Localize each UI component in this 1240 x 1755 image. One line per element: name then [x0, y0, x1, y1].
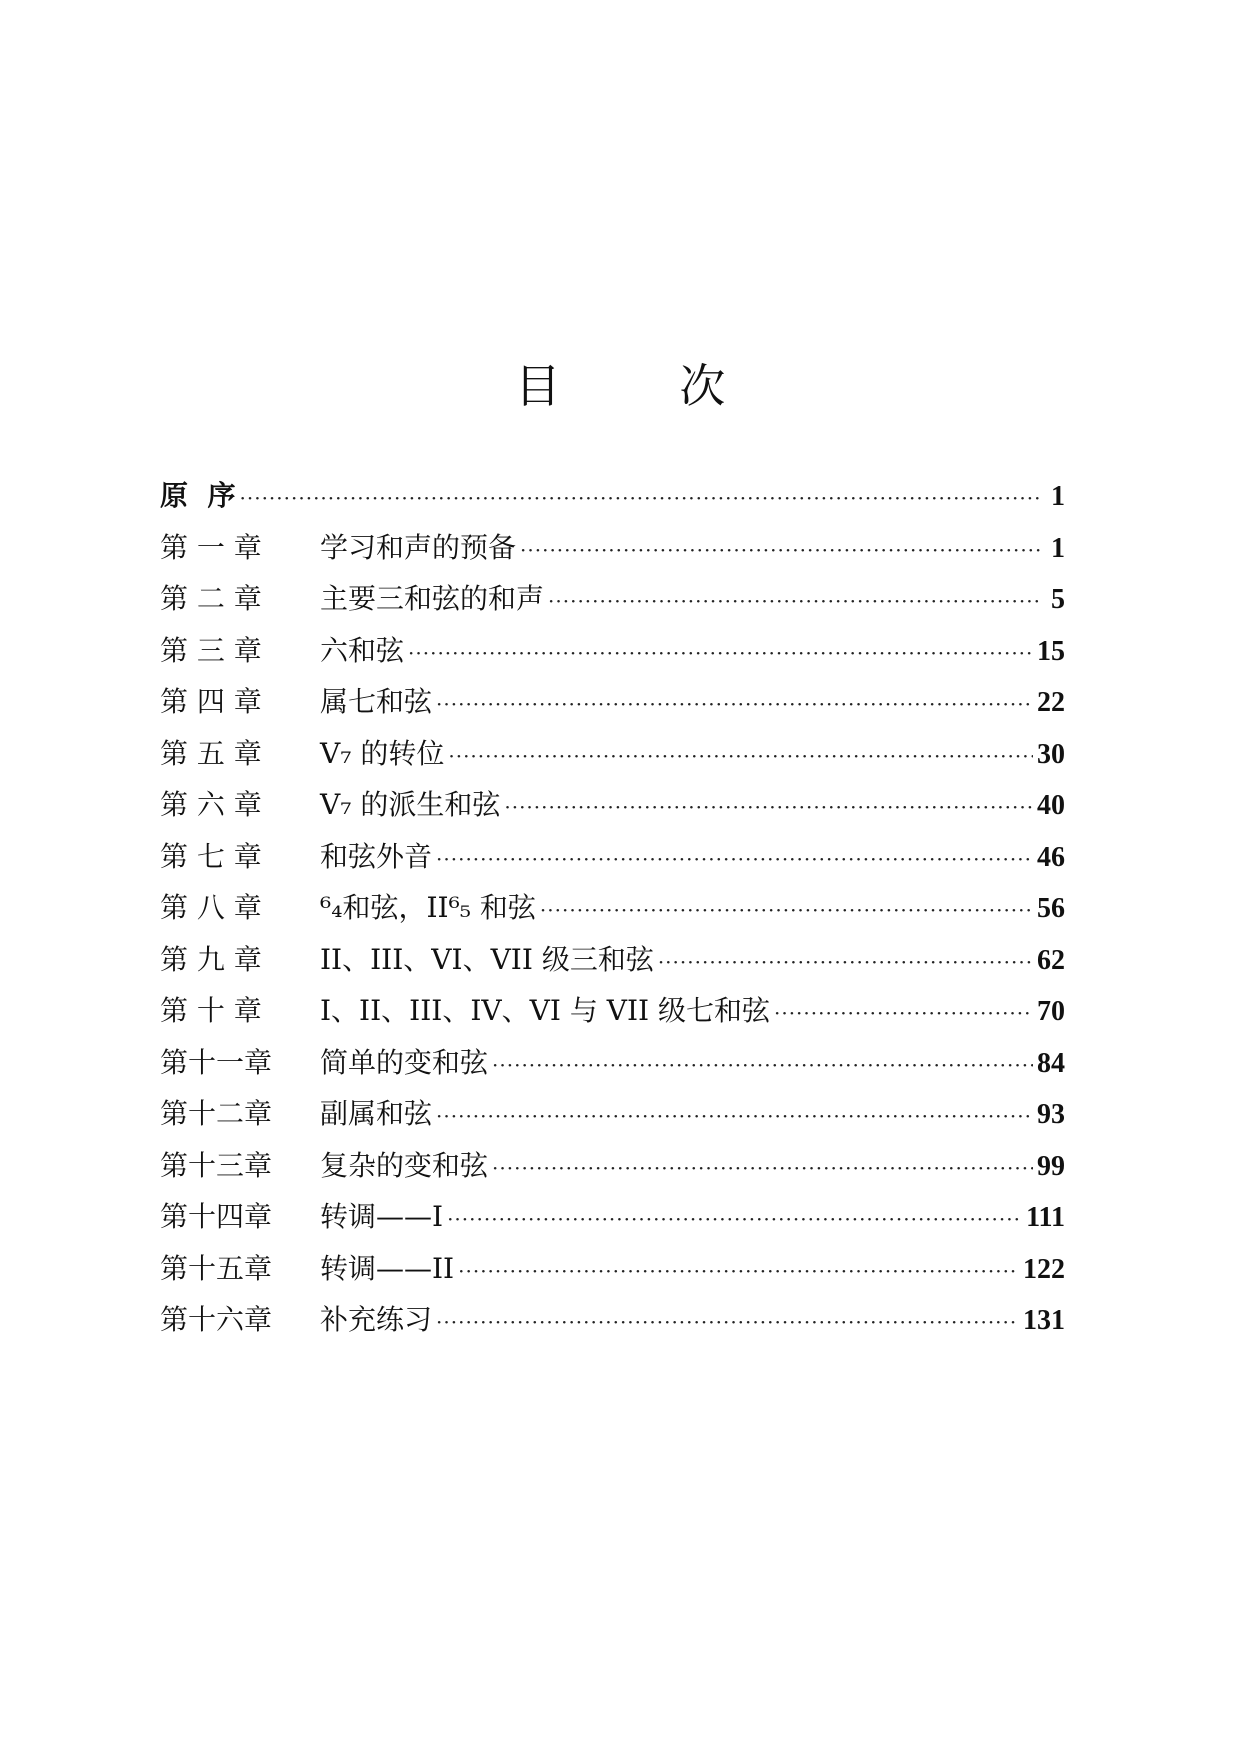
title-char-1: 目 — [514, 359, 561, 413]
chapter-title: II、III、VI、VII 级三和弦 — [320, 942, 654, 976]
chapter-title: 副属和弦 — [320, 1097, 433, 1130]
toc-entry[interactable] — [160, 1191, 1065, 1243]
dot-leader — [447, 1194, 1022, 1246]
chapter-number: 第 五 章 — [160, 736, 262, 770]
chapter-number: 第十五章 — [160, 1251, 273, 1285]
page-number: 46 — [1037, 841, 1065, 873]
toc-entry[interactable] — [160, 1140, 1065, 1192]
toc-entry[interactable] — [160, 1088, 1065, 1140]
chapter-title: 复杂的变和弦 — [320, 1148, 489, 1182]
dot-leader — [774, 988, 1033, 1040]
toc-entry[interactable] — [160, 728, 1065, 780]
dot-leader — [458, 1246, 1019, 1298]
toc-entry[interactable] — [160, 1243, 1065, 1295]
chapter-number: 第 三 章 — [160, 633, 262, 667]
page-number: 62 — [1037, 944, 1065, 976]
chapter-number: 第十二章 — [160, 1097, 273, 1130]
page-number: 56 — [1037, 893, 1065, 924]
page-number: 22 — [1037, 687, 1065, 718]
toc-entry[interactable] — [160, 934, 1065, 986]
dot-leader — [492, 1040, 1033, 1092]
dot-leader — [658, 937, 1033, 989]
dot-leader — [436, 834, 1033, 886]
chapter-number: 第 二 章 — [160, 582, 262, 615]
page-number: 84 — [1037, 1047, 1065, 1079]
toc-entry[interactable] — [160, 1294, 1065, 1346]
chapter-number: 第 九 章 — [160, 942, 262, 976]
chapter-title: 转调——II — [320, 1251, 455, 1285]
dot-leader — [520, 525, 1041, 577]
chapter-number: 第十三章 — [160, 1148, 273, 1182]
page-title — [0, 350, 1240, 416]
page-number: 131 — [1023, 1305, 1065, 1336]
dot-leader — [436, 1297, 1019, 1349]
chapter-title: 属七和弦 — [320, 685, 433, 718]
chapter-number: 第 四 章 — [160, 685, 262, 718]
toc-entry[interactable] — [160, 625, 1065, 677]
chapter-title: 学习和声的预备 — [320, 530, 517, 564]
page-number: 15 — [1037, 635, 1065, 667]
table-of-contents — [160, 470, 1065, 1346]
chapter-number: 第十一章 — [160, 1045, 273, 1079]
chapter-title: 补充练习 — [320, 1303, 433, 1336]
toc-entry[interactable] — [160, 1037, 1065, 1089]
page-number: 1 — [1051, 481, 1065, 512]
page-number: 93 — [1037, 1099, 1065, 1130]
toc-entry[interactable] — [160, 985, 1065, 1037]
page-number: 99 — [1037, 1150, 1065, 1182]
dot-leader — [436, 1091, 1033, 1143]
chapter-title: 和弦外音 — [320, 839, 433, 873]
toc-entry[interactable] — [160, 522, 1065, 574]
chapter-title: 六和弦 — [320, 633, 405, 667]
toc-entry[interactable] — [160, 470, 1065, 522]
page-number: 30 — [1037, 738, 1065, 770]
toc-entry[interactable] — [160, 831, 1065, 883]
chapter-title: V₇ 的派生和弦 — [320, 788, 501, 821]
page-number: 5 — [1051, 584, 1065, 615]
chapter-number: 第 六 章 — [160, 788, 262, 821]
chapter-number: 第 一 章 — [160, 530, 262, 564]
toc-entry[interactable] — [160, 779, 1065, 831]
chapter-title: V₇ 的转位 — [320, 736, 445, 770]
toc-entry[interactable] — [160, 676, 1065, 728]
chapter-number: 第十六章 — [160, 1303, 273, 1336]
page-number: 40 — [1037, 790, 1065, 821]
title-char-2: 次 — [679, 359, 726, 413]
chapter-title: 简单的变和弦 — [320, 1045, 489, 1079]
toc-entry[interactable] — [160, 573, 1065, 625]
dot-leader — [548, 576, 1041, 628]
chapter-title: 转调——I — [320, 1200, 444, 1233]
chapter-number: 原 序 — [160, 479, 236, 512]
page-number: 111 — [1026, 1202, 1065, 1233]
page-number: 1 — [1051, 532, 1065, 564]
page-number: 122 — [1023, 1253, 1065, 1285]
dot-leader — [448, 731, 1033, 783]
dot-leader — [436, 679, 1033, 731]
dot-leader — [504, 782, 1033, 834]
chapter-number: 第十四章 — [160, 1200, 273, 1233]
chapter-number: 第 七 章 — [160, 839, 262, 873]
chapter-title: ⁶₄和弦，II⁶₅ 和弦 — [320, 891, 536, 924]
dot-leader — [492, 1143, 1033, 1195]
dot-leader — [240, 473, 1042, 525]
chapter-title: I、II、III、IV、VI 与 VII 级七和弦 — [320, 994, 770, 1027]
toc-entry[interactable] — [160, 882, 1065, 934]
page-number: 70 — [1037, 996, 1065, 1027]
dot-leader — [540, 885, 1033, 937]
dot-leader — [408, 628, 1033, 680]
chapter-number: 第 八 章 — [160, 891, 262, 924]
chapter-number: 第 十 章 — [160, 994, 262, 1027]
chapter-title: 主要三和弦的和声 — [320, 582, 545, 615]
